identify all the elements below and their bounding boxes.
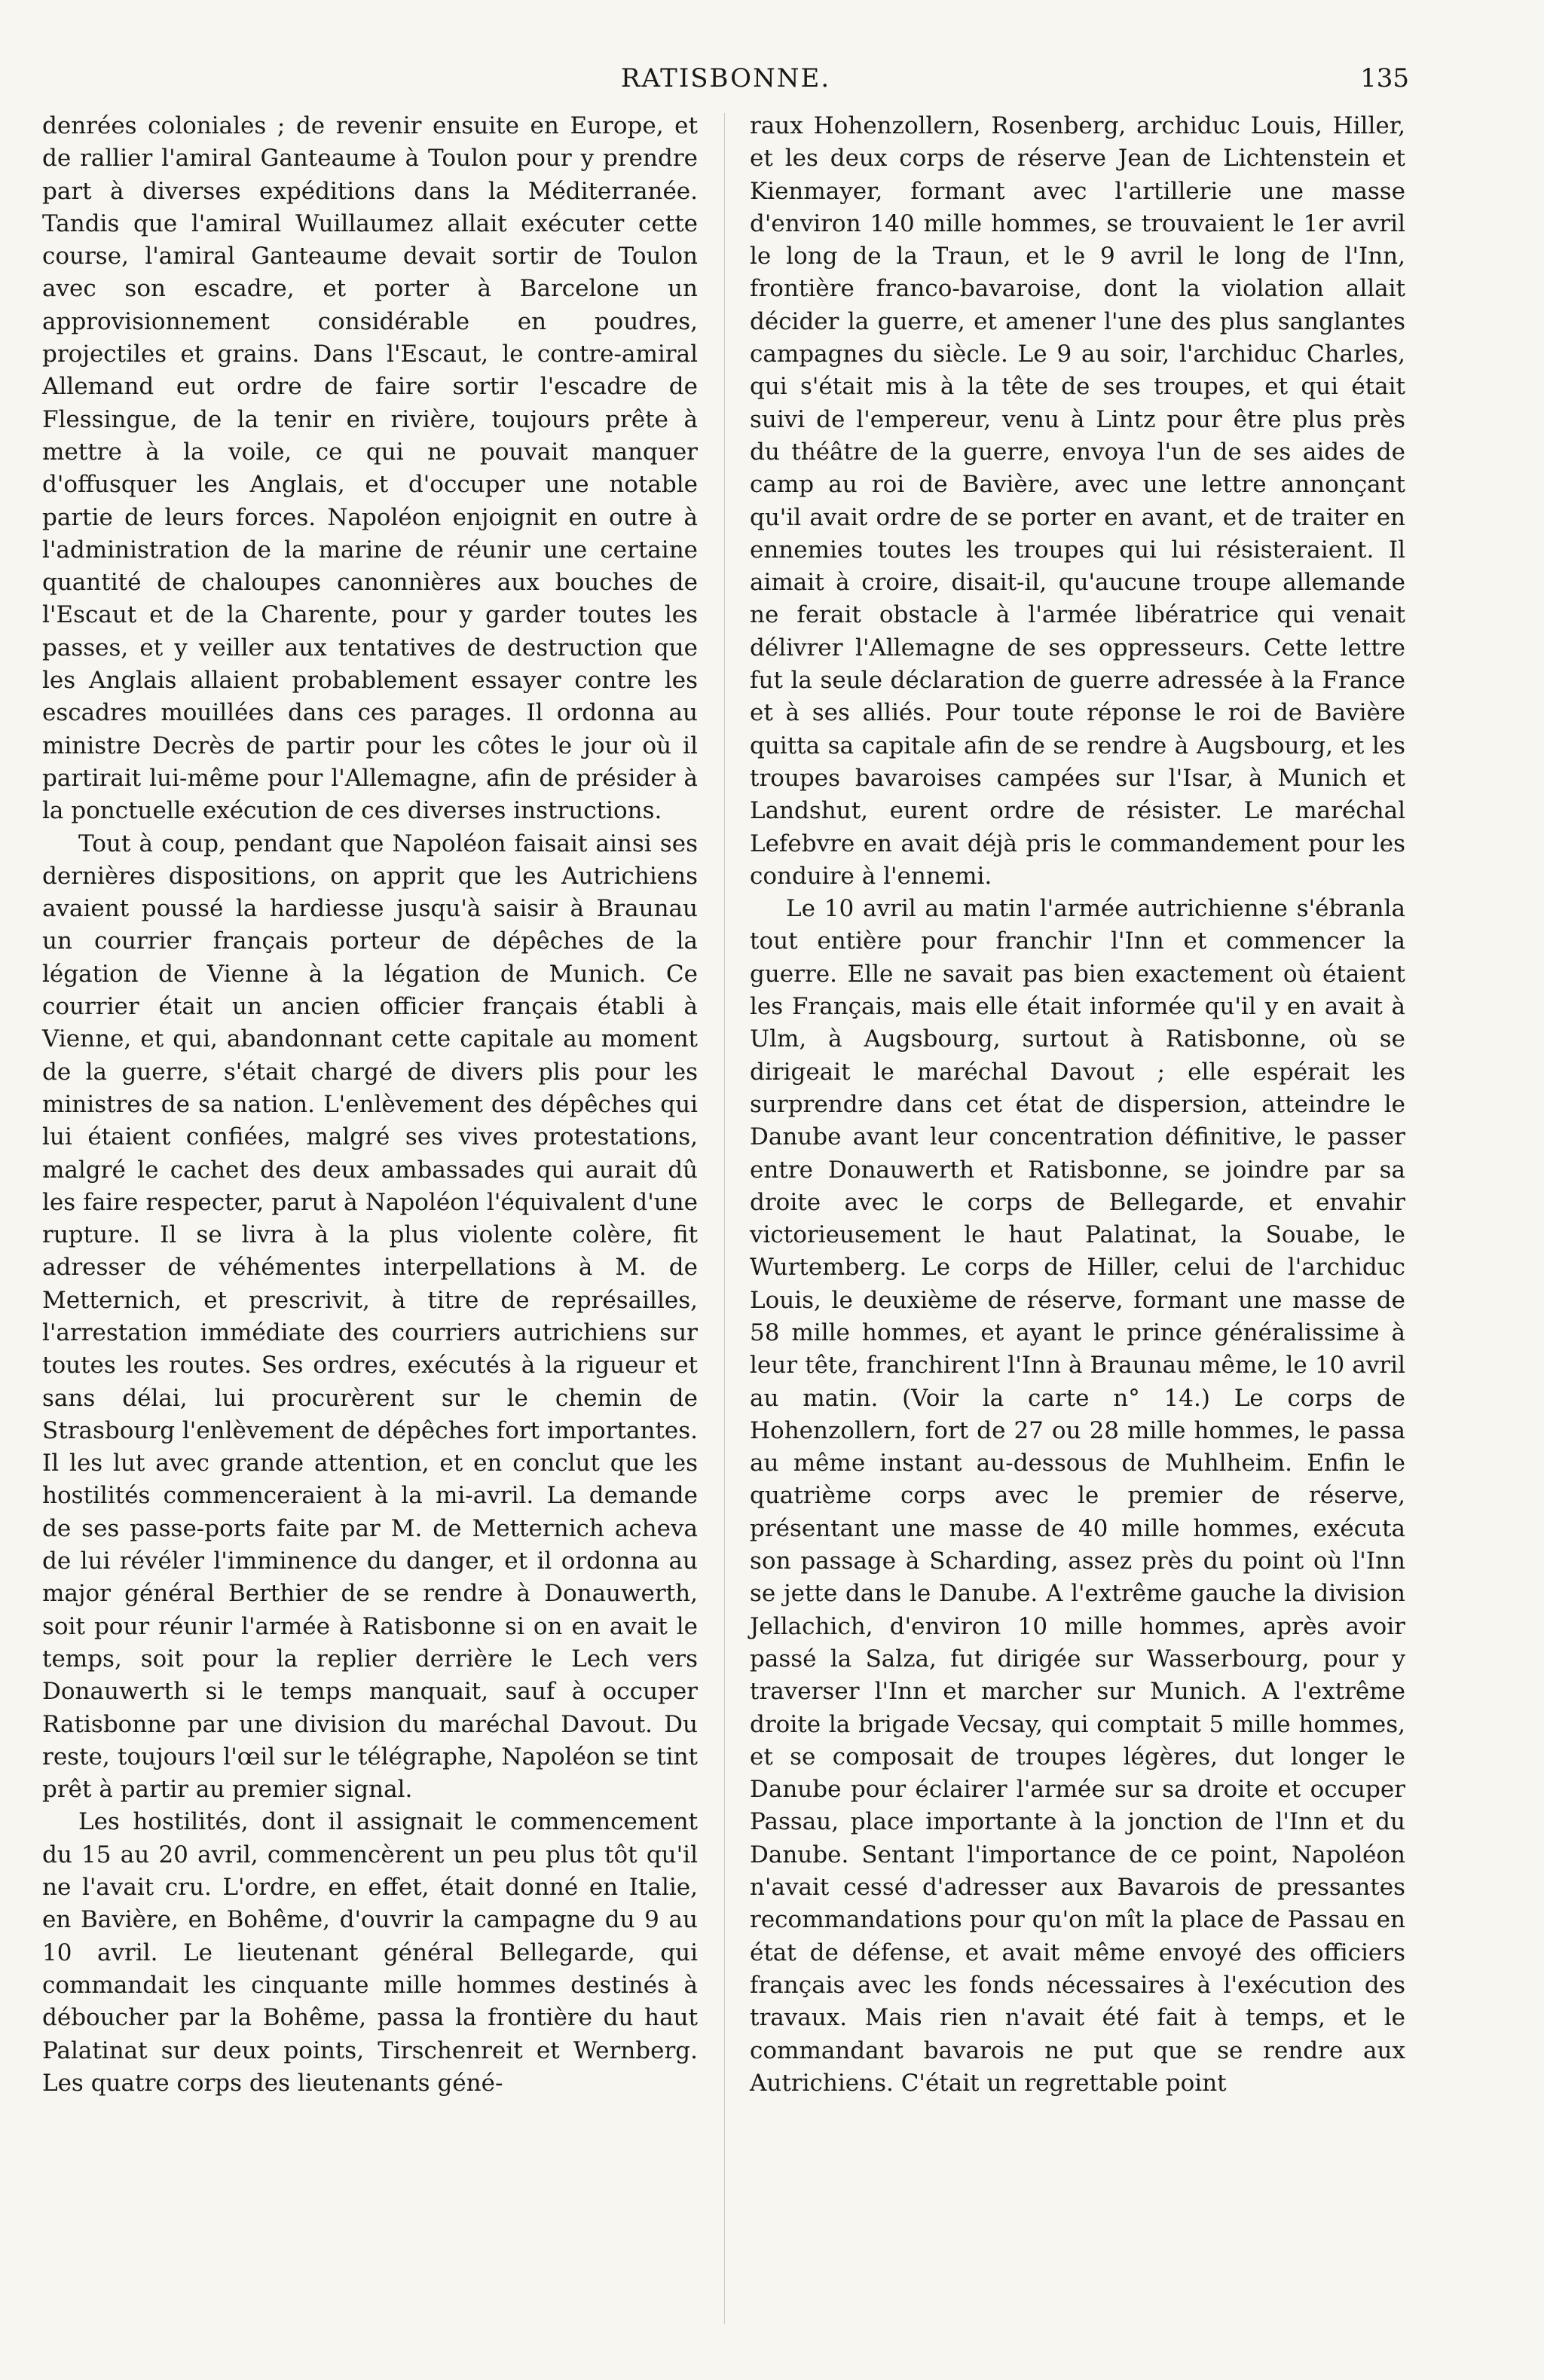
paragraph: Tout à coup, pendant que Napoléon faisait ainsi ses dernières dispositions, on apprit que les Autrichiens avaient poussé la hardiesse jusqu'à saisir à Braunau un courrier français porteur de dépêches de la légation de Vienne à la légation de Munich. Ce courrier était un ancien officier français établi à Vienne, et qui, abandonnant cette capitale au moment de la guerre, s'était chargé de divers plis pour les ministres de sa nation. L'enlèvement des dépêches qui lui étaient confiées, malgré ses vives protestations, malgré le cachet des deux ambassades qui aurait dû les faire respecter, parut à Napoléon l'équivalent d'une rupture. Il se livra à la plus violente colère, fit adresser de véhémentes interpellations à M. de Metternich, et prescrivit, à titre de représailles, l'arrestation immédiate des courriers autrichiens sur toutes les routes. Ses ordres, exécutés à la rigueur et sans délai, lui procurèrent sur le chemin de Strasbourg l'enlèvement de dépêches fort importantes. Il les lut avec grande attention, et en conclut que les hostilités commenceraient à la mi-avril. La demande de ses passe-ports faite par M. de Metternich acheva de lui révéler l'imminence du danger, et il ordonna au major général Berthier de se rendre à Donauwerth, soit pour réunir l'armée à Ratisbonne si on en avait le temps, soit pour la replier derrière le Lech vers Donauwerth si le temps manquait, sauf à occuper Ratisbonne par une division du maréchal Davout. Du reste, toujours l'œil sur le télégraphe, Napoléon se tint prêt à partir au premier signal. xyxy=(42,829,699,1804)
column-divider xyxy=(724,113,725,2324)
page-number: 135 xyxy=(1360,63,1409,93)
paragraph: raux Hohenzollern, Rosenberg, archiduc Louis, Hiller, et les deux corps de réserve Jean de Lichtenstein et Kienmayer, formant avec l'artillerie une masse d'environ 140 mille hommes, se trouvaient le 1er avril le long de la Traun, et le 9 avril le long de l'Inn, frontière franco-bavaroise, dont la violation allait décider la guerre, et amener l'une des plus sanglantes campagnes du siècle. Le 9 au soir, l'archiduc Charles, qui s'était mis à la tête de ses troupes, et qui était suivi de l'empereur, venu à Lintz pour être plus près du théâtre de la guerre, envoya l'un de ses aides de camp au roi de Bavière, avec une lettre annonçant qu'il avait ordre de se porter en avant, et de traiter en ennemies toutes les troupes qui lui résisteraient. Il aimait à croire, disait-il, qu'aucune troupe allemande ne ferait obstacle à l'armée libératrice qui venait délivrer l'Allemagne de ses oppresseurs. Cette lettre fut la seule déclaration de guerre adressée à la France et à ses alliés. Pour toute réponse le roi de Bavière quitta sa capitale afin de se rendre à Augsbourg, et les troupes bavaroises campées sur l'Isar, à Munich et Landshut, eurent ordre de résister. Le maréchal Lefebvre en avait déjà pris le commandement pour les conduire à l'ennemi. xyxy=(750,112,1405,890)
running-title: RATISBONNE. xyxy=(620,63,831,93)
paragraph: denrées coloniales ; de revenir ensuite en Europe, et de rallier l'amiral Ganteaume à Toulon pour y prendre part à diverses expéditions dans la Méditerranée. Tandis que l'amiral Wuillaumez allait exécuter cette course, l'amiral Ganteaume devait sortir de Toulon avec son escadre, et porter à Barcelone un approvisionnement considérable en poudres, projectiles et grains. Dans l'Escaut, le contre-amiral Allemand eut ordre de faire sortir l'escadre de Flessingue, de la tenir en rivière, toujours prête à mettre à la voile, ce qui ne pouvait manquer d'offusquer les Anglais, et d'occuper une notable partie de leurs forces. Napoléon enjoignit en outre à l'administration de la marine de réunir une certaine quantité de chaloupes canonnières aux bouches de l'Escaut et de la Charente, pour y garder toutes les passes, et y veiller aux tentatives de destruction que les Anglais allaient probablement essayer contre les escadres mouillées dans ces parages. Il ordonna au ministre Decrès de partir pour les côtes le jour où il partirait lui-même pour l'Allemagne, afin de présider à la ponctuelle exécution de ces diverses instructions. xyxy=(42,112,698,825)
page-header xyxy=(42,56,1409,101)
paragraph: Le 10 avril au matin l'armée autrichienne s'ébranla tout entière pour franchir l'Inn et commencer la guerre. Elle ne savait pas bien exactement où étaient les Français, mais elle était informée qu'il y en avait à Ulm, à Augsbourg, surtout à Ratisbonne, où se dirigeait le maréchal Davout ; elle espérait les surprendre dans cet état de dispersion, atteindre le Danube avant leur concentration définitive, le passer entre Donauwerth et Ratisbonne, se joindre par sa droite avec le corps de Bellegarde, et envahir victorieusement le haut Palatinat, la Souabe, le Wurtemberg. Le corps de Hiller, celui de l'archiduc Louis, le deuxième de réserve, formant une masse de 58 mille hommes, et ayant le prince généralissime à leur tête, franchirent l'Inn à Braunau même, le 10 avril au matin. (Voir la carte n° 14.) Le corps de Hohenzollern, fort de 27 ou 28 mille hommes, le passa au même instant au-dessous de Muhlheim. Enfin le quatrième corps avec le premier de réserve, présentant une masse de 40 mille hommes, exécuta son passage à Scharding, assez près du point où l'Inn se jette dans le Danube. A l'extrême gauche la division Jellachich, d'environ 10 mille hommes, après avoir passé la Salza, fut dirigée sur Wasserbourg, pour y traverser l'Inn et marcher sur Munich. A l'extrême droite la brigade Vecsay, qui comptait 5 mille hommes, et se composait de troupes légères, dut longer le Danube pour éclairer l'armée sur sa droite et occuper Passau, place importante à la jonction de l'Inn et du Danube. Sentant l'importance de ce point, Napoléon n'avait cessé d'adresser aux Bavarois de pressantes recommandations pour qu'on mît la place de Passau en état de défense, et avait même envoyé des officiers français avec les fonds nécessaires à l'exécution des travaux. Mais rien n'avait été fait à temps, et le commandant bavarois ne put que se rendre aux Autrichiens. C'était un regrettable point xyxy=(750,895,1405,2097)
left-column xyxy=(42,110,698,2100)
paragraph: Les hostilités, dont il assignait le commencement du 15 au 20 avril, commencèrent un peu plus tôt qu'il ne l'avait cru. L'ordre, en effet, était donné en Italie, en Bavière, en Bohême, d'ouvrir la campagne du 9 au 10 avril. Le lieutenant général Bellegarde, qui commandait les cinquante mille hommes destinés à déboucher par la Bohême, passa la frontière du haut Palatinat sur deux points, Tirschenreit et Wernberg. Les quatre corps des lieutenants géné- xyxy=(42,1808,698,2097)
right-column xyxy=(750,110,1405,2100)
